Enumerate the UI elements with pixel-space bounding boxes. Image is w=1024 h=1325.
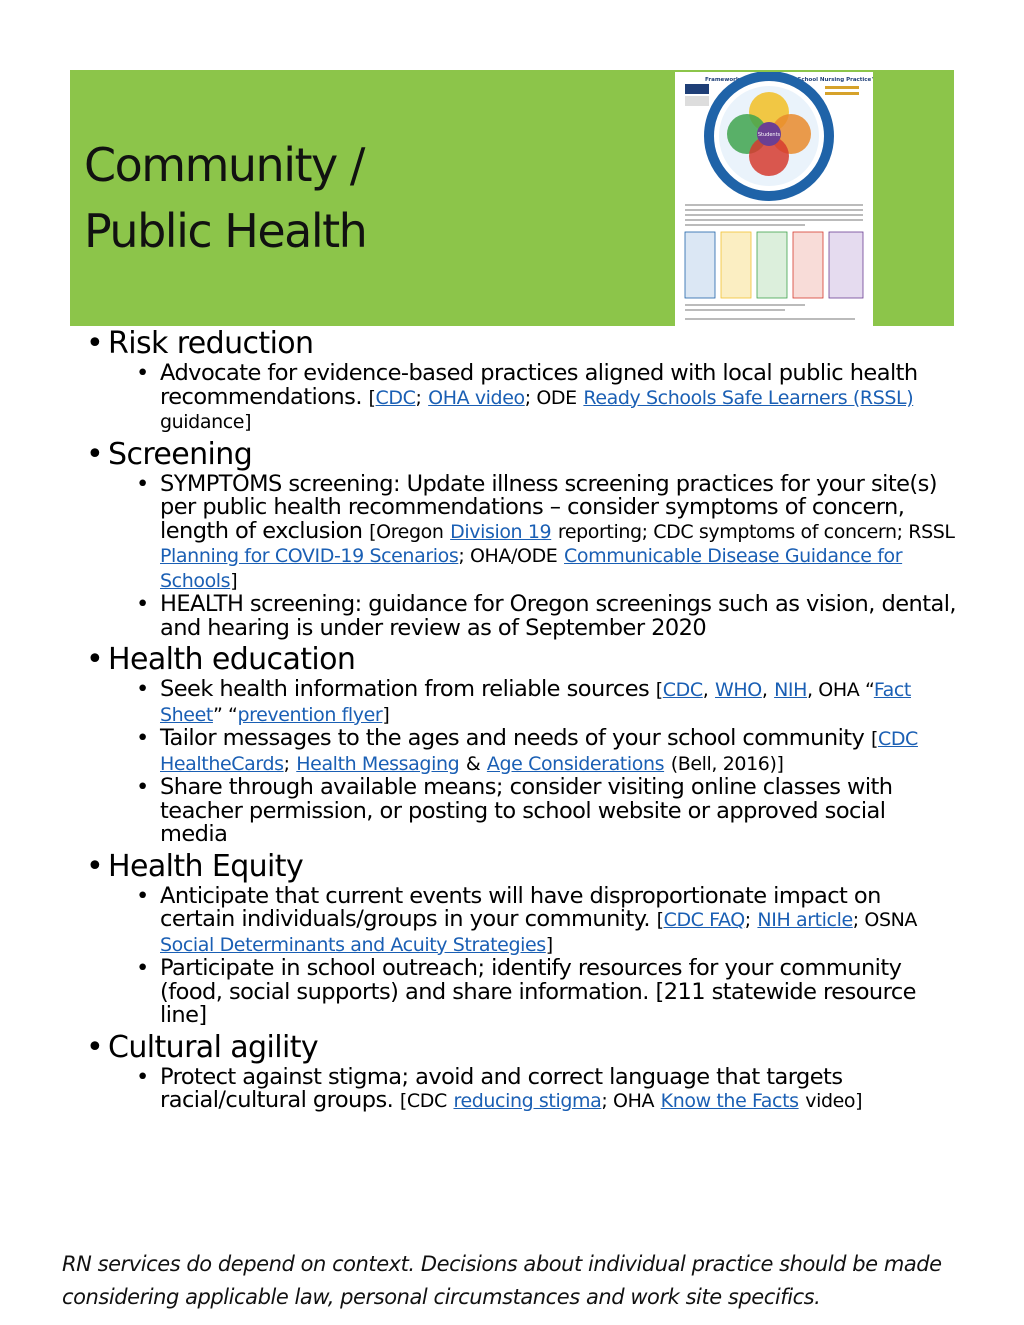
list-item: • Anticipate that current events will have disproportionate impact on certain individuals/groups in your community. [CDC FAQ; NIH article; OSNA Social Determinants and Acuity Strategies]: [136, 882, 918, 956]
list-item: • Share through available means; consider visiting online classes with teacher permission, or posting to school website or approved social media: [136, 774, 893, 847]
bullet-icon: •: [136, 360, 149, 386]
link-health-messaging[interactable]: Health Messaging: [296, 752, 460, 775]
link-rssl[interactable]: Ready Schools Safe Learners (RSSL): [583, 386, 914, 409]
heading-cultural-agility: • Cultural agility: [86, 1029, 319, 1065]
link-age-considerations[interactable]: Age Considerations: [486, 752, 665, 775]
bullet-icon: •: [136, 882, 149, 909]
bullet-icon: •: [136, 591, 149, 617]
section-health-equity: [86, 849, 956, 1028]
title-banner: [70, 70, 954, 326]
bullet-icon: •: [86, 642, 104, 677]
heading-risk-reduction: • Risk reduction: [86, 326, 314, 361]
framework-thumbnail: [675, 72, 873, 326]
link-nih-article[interactable]: NIH article: [757, 909, 853, 931]
bullet-icon: •: [136, 774, 149, 800]
bullet-icon: •: [86, 1029, 104, 1065]
thumb-center-label: Students: [757, 132, 781, 138]
link-division-19[interactable]: Division 19: [450, 520, 552, 543]
section-screening: [86, 437, 956, 641]
bullet-icon: •: [136, 725, 149, 751]
bullet-icon: •: [86, 436, 104, 472]
link-cd-guidance[interactable]: Communicable Disease Guidance for Schools: [160, 545, 903, 592]
section-risk-reduction: [86, 326, 956, 435]
link-cdc-faq[interactable]: CDC FAQ: [663, 909, 745, 931]
section-health-education: [86, 642, 956, 847]
page-title: Community / Public Health: [84, 138, 367, 258]
list-item: • Seek health information from reliable sources [CDC, WHO, NIH, OHA “Fact Sheet” “prevention flyer]: [136, 676, 911, 726]
list-item: • Tailor messages to the ages and needs of your school community [CDC HealtheCards; Health Messaging & Age Considerations (Bell, 2016)]: [136, 725, 918, 775]
link-who[interactable]: WHO: [715, 679, 762, 701]
link-healthecards[interactable]: CDC HealtheCards: [160, 728, 918, 775]
bullet-icon: •: [136, 955, 149, 981]
list-item: • Advocate for evidence-based practices aligned with local public health recommendations. [CDC; OHA video; ODE Ready Schools Safe Learners (RSSL) guidance]: [136, 360, 918, 433]
nasn-logo-icon: [685, 84, 709, 94]
link-prevention-flyer[interactable]: prevention flyer: [237, 703, 383, 726]
list-item: • Participate in school outreach; identify resources for your community (food, social supports) and share information. [211 statewide resource line]: [136, 955, 916, 1028]
thumb-title: Frameworks for 21st Century School Nursing Practice™: [705, 77, 873, 83]
bullet-icon: •: [136, 676, 149, 702]
link-know-the-facts[interactable]: Know the Facts: [660, 1090, 799, 1112]
heading-health-education: • Health education: [86, 642, 356, 677]
bullet-icon: •: [86, 326, 104, 361]
list-item: • SYMPTOMS screening: Update illness screening practices for your site(s) per public health recommendations – consider symptoms of concern, length of exclusion [Oregon Division 19 reporting; CDC symptoms of concern; RSSL Planning for COVID-19 Scenarios; OHA/ODE Communicable Disease Guidance for Schools]: [136, 470, 955, 592]
heading-screening: • Screening: [86, 436, 253, 472]
link-cdc[interactable]: CDC: [662, 679, 703, 701]
disclaimer-footer: RN services do depend on context. Decisions about individual practice should be made considering applicable law, personal circumstances and work site specifics.: [62, 1252, 942, 1309]
bullet-icon: •: [136, 1063, 149, 1090]
link-covid-scenarios[interactable]: Planning for COVID-19 Scenarios: [160, 545, 459, 567]
bullet-icon: •: [86, 848, 104, 884]
link-social-determinants[interactable]: Social Determinants and Acuity Strategies: [160, 933, 546, 956]
bullet-icon: •: [136, 470, 149, 497]
list-item: • Protect against stigma; avoid and correct language that targets racial/cultural groups. [CDC reducing stigma; OHA Know the Facts video]: [136, 1063, 863, 1113]
link-fact-sheet[interactable]: Fact Sheet: [160, 679, 911, 726]
link-reducing-stigma[interactable]: reducing stigma: [453, 1090, 602, 1112]
link-oha-video[interactable]: OHA video: [428, 386, 525, 409]
framework-diagram: [675, 72, 873, 326]
list-item: • HEALTH screening: guidance for Oregon screenings such as vision, dental, and hearing is under review as of September 2020: [136, 591, 957, 641]
link-nih[interactable]: NIH: [774, 679, 808, 701]
main-content: [86, 326, 956, 1114]
section-cultural-agility: [86, 1030, 956, 1114]
heading-health-equity: • Health Equity: [86, 848, 304, 884]
link-cdc[interactable]: CDC: [375, 386, 416, 409]
